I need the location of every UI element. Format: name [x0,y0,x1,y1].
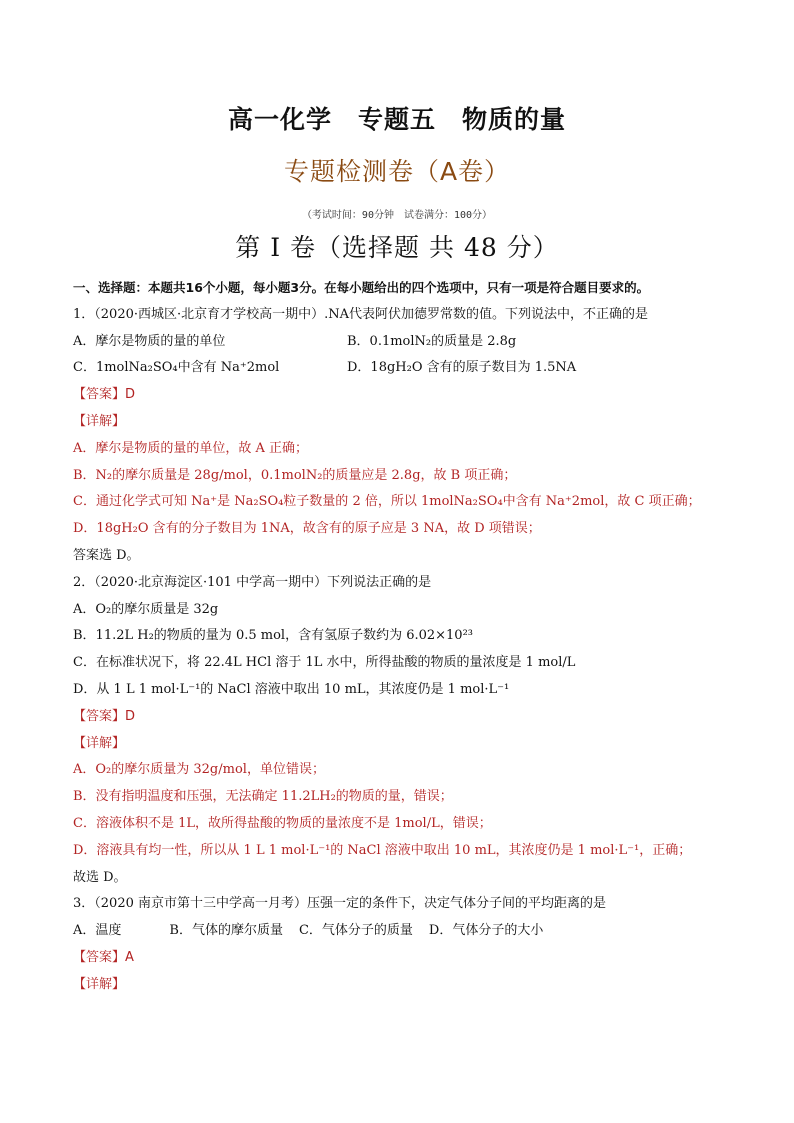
exam-info: （考试时间：90分钟 试卷满分：100分） [301,210,493,221]
q1-option-b: B．0.1molN₂的质量是 2.8g [347,333,517,349]
q2-detail-d: D．溶液具有均一性，所以从 1 L 1 mol·L⁻¹的 NaCl 溶液中取出 10 mL，其浓度仍是 1 mol·L⁻¹，正确； [73,842,692,858]
q2-option-d: D．从 1 L 1 mol·L⁻¹的 NaCl 溶液中取出 10 mL，其浓度仍是 1 mol·L⁻¹ [73,681,510,697]
q2-option-b: B．11.2L H₂的物质的量为 0.5 mol，含有氢原子数约为 6.02×10²³ [73,628,473,644]
q3-option-a: A．温度 [73,923,122,939]
document-title: 高一化学 专题五 物质的量 [227,105,566,134]
q2-option-a: A．O₂的摩尔质量是 32g [73,601,219,617]
q1-detail-b: B．N₂的摩尔质量是 28g/mol，0.1molN₂的质量应是 2.8g，故 B 项正确； [73,467,517,483]
question-content [73,275,733,999]
q1-detail-c: C．通过化学式可知 Na⁺是 Na₂SO₄粒子数量的 2 倍，所以 1molNa₂SO₄中含有 Na⁺2mol，故 C 项正确； [73,494,701,510]
q1-conclusion: 答案选 D。 [73,547,140,563]
q1-stem: 1．（2020·西城区·北京育才学校高一期中）.NA代表阿伏加德罗常数的值。下列说法中，不正确的是 [73,306,649,322]
q2-conclusion: 故选 D。 [73,869,127,885]
q1-detail-a: A．摩尔是物质的量的单位，故 A 正确； [73,440,309,456]
instructions: 一、选择题：本题共16个小题，每小题3分。在每小题给出的四个选项中，只有一项是符合题目要求的。 [73,280,650,295]
q1-option-a: A．摩尔是物质的量的单位 [73,333,226,349]
q3-option-d: D．气体分子的大小 [428,923,544,939]
q1-answer: 【答案】D [73,387,136,403]
q2-option-c: C．在标准状况下，将 22.4L HCl 溶于 1L 水中，所得盐酸的物质的量浓度是 1 mol/L [73,655,576,671]
q1-detail-d: D．18gH₂O 含有的分子数目为 1NA，故含有的原子应是 3 NA，故 D 项错误； [73,521,541,537]
q1-detail-label: 【详解】 [73,413,126,429]
q2-detail-a: A．O₂的摩尔质量为 32g/mol，单位错误； [73,762,325,778]
q3-option-c: C．气体分子的质量 [298,923,413,939]
q1-options-row-2 [73,355,733,382]
q2-detail-c: C．溶液体积不是 1L，故所得盐酸的物质的量浓度不是 1mol/L，错误； [73,815,492,831]
q3-option-b: B．气体的摩尔质量 [169,923,283,939]
q2-answer: 【答案】D [73,708,136,724]
q1-option-c: C．1molNa₂SO₄中含有 Na⁺2mol [73,360,280,376]
document-subtitle: 专题检测卷（A卷） [283,157,511,186]
q3-stem: 3．（2020 南京市第十三中学高一月考）压强一定的条件下，决定气体分子间的平均距离的是 [73,896,606,912]
q2-detail-label: 【详解】 [73,735,126,751]
q1-options-row-1 [73,329,733,356]
q3-detail-label: 【详解】 [73,976,126,992]
q3-options-row [73,918,733,945]
q2-stem: 2．（2020·北京海淀区·101 中学高一期中）下列说法正确的是 [73,574,432,590]
q2-detail-b: B．没有指明温度和压强，无法确定 11.2LH₂的物质的量，错误； [73,789,453,805]
q3-answer: 【答案】A [73,949,134,965]
q1-option-d: D．18gH₂O 含有的原子数目为 1.5NA [347,360,577,376]
section-title: 第 I 卷（选择题 共 48 分） [235,233,559,262]
